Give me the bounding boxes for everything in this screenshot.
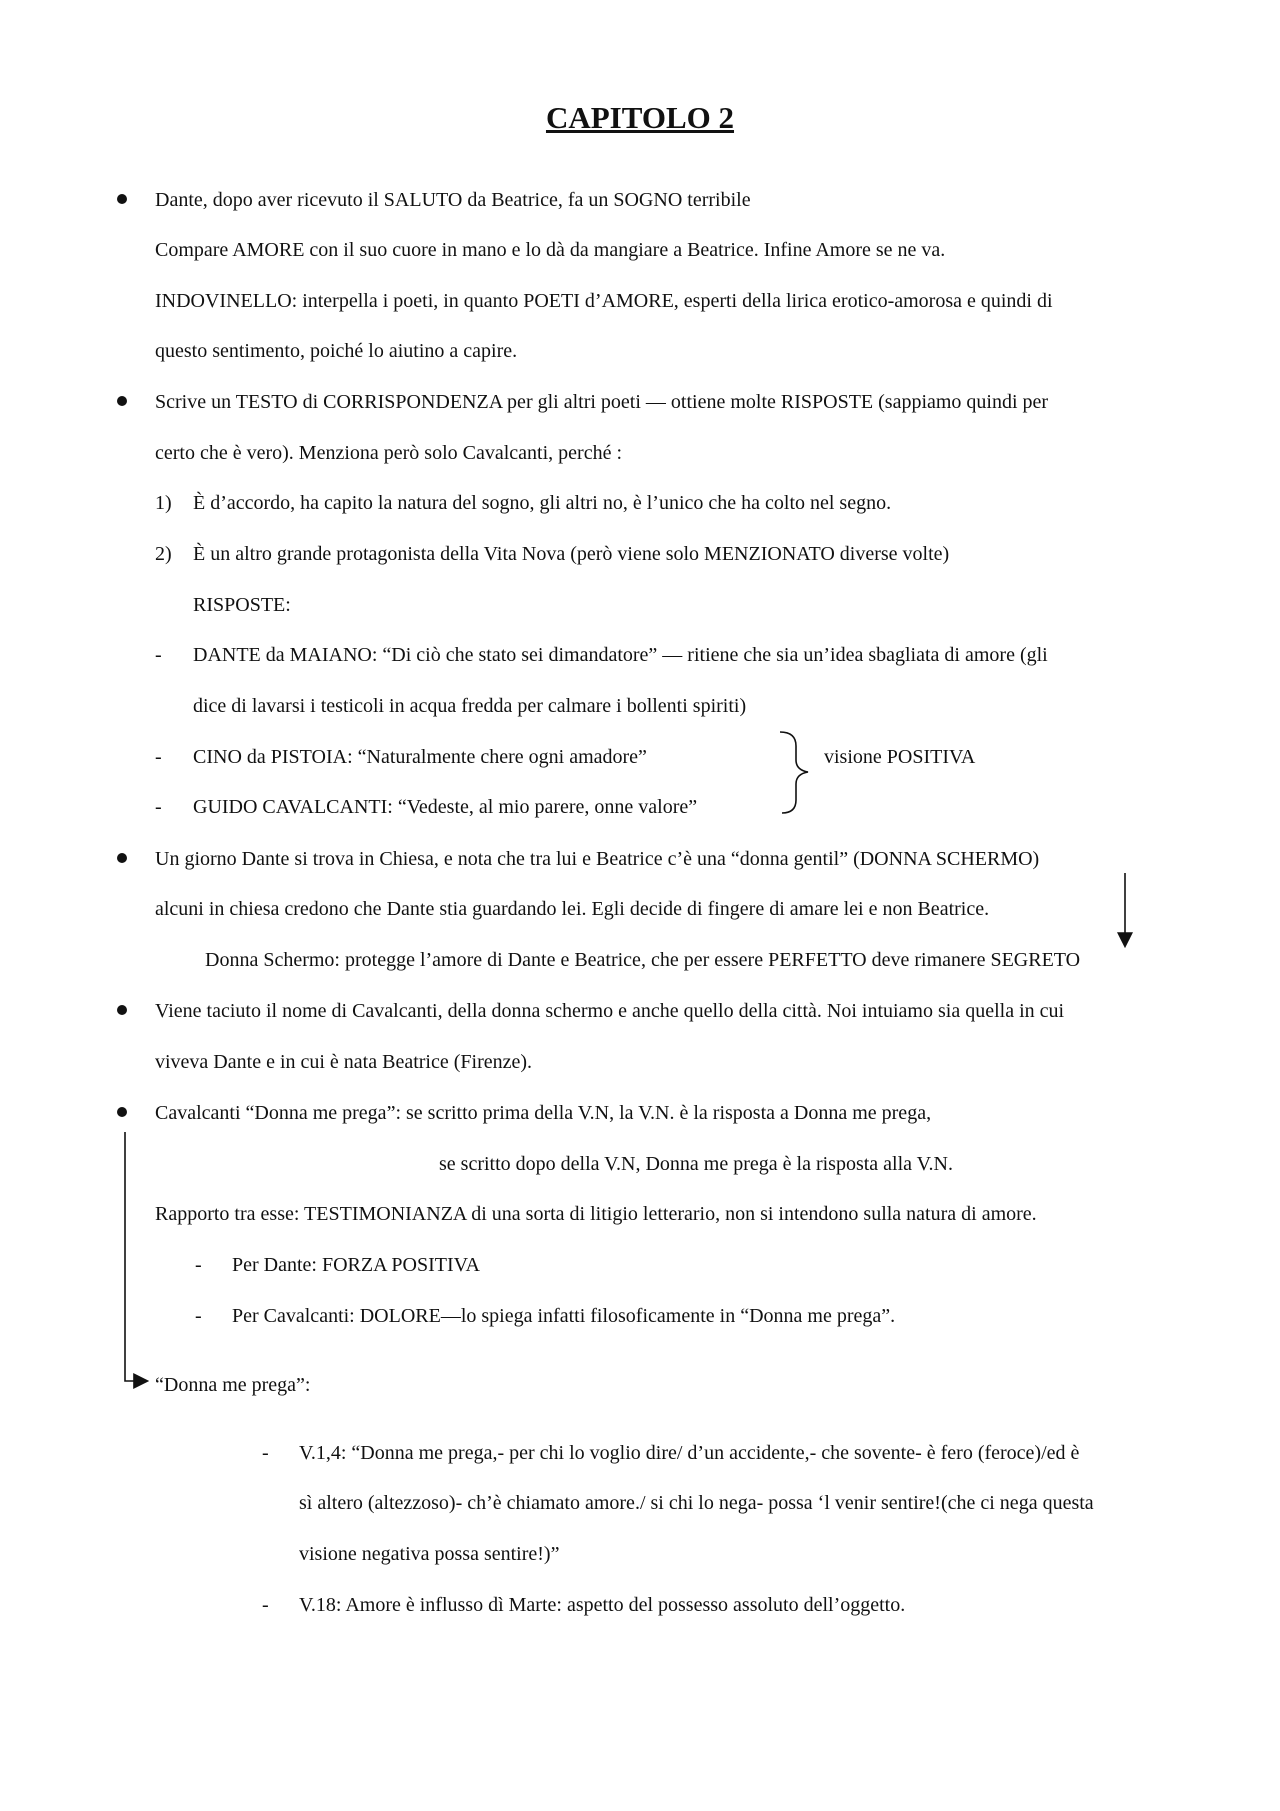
text-line: È d’accordo, ha capito la natura del sogno, gli altri no, è l’unico che ha colto nel segno. <box>193 492 892 514</box>
dash-marker: - <box>155 796 162 818</box>
text-line: Per Cavalcanti: DOLORE—lo spiega infatti filosoficamente in “Donna me prega”. <box>232 1305 896 1327</box>
dash-marker: - <box>195 1305 202 1327</box>
text-line: Rapporto tra esse: TESTIMONIANZA di una sorta di litigio letterario, non si intendono sulla natura di amore. <box>155 1203 1037 1225</box>
text-line: Per Dante: FORZA POSITIVA <box>232 1254 480 1276</box>
text-line: GUIDO CAVALCANTI: “Vedeste, al mio parere, onne valore” <box>193 796 698 818</box>
brace-note: visione POSITIVA <box>824 746 976 768</box>
list-number: 2) <box>155 543 172 565</box>
text-line: È un altro grande protagonista della Vita Nova (però viene solo MENZIONATO diverse volte) <box>193 543 950 565</box>
dash-marker: - <box>262 1594 269 1616</box>
text-line: dice di lavarsi i testicoli in acqua fredda per calmare i bollenti spiriti) <box>193 695 747 717</box>
text-line: CINO da PISTOIA: “Naturalmente chere ogni amadore” <box>193 746 647 768</box>
text-line: Compare AMORE con il suo cuore in mano e lo dà da mangiare a Beatrice. Infine Amore se ne va. <box>155 239 946 261</box>
bent-arrow-icon <box>125 1132 146 1381</box>
text-line: Donna Schermo: protegge l’amore di Dante e Beatrice, che per essere PERFETTO deve rimanere SEGRETO <box>205 949 1081 971</box>
text-line: se scritto dopo della V.N, Donna me prega è la risposta alla V.N. <box>439 1153 953 1175</box>
text-line: visione negativa possa sentire!)” <box>299 1543 560 1565</box>
text-line: Dante, dopo aver ricevuto il SALUTO da Beatrice, fa un SOGNO terribile <box>155 189 751 211</box>
text-line: viveva Dante e in cui è nata Beatrice (Firenze). <box>155 1051 533 1073</box>
text-line: questo sentimento, poiché lo aiutino a capire. <box>155 340 518 362</box>
text-line: certo che è vero). Menziona però solo Cavalcanti, perché : <box>155 442 623 464</box>
text-line: sì altero (altezzoso)- ch’è chiamato amore./ si chi lo nega- possa ‘l venir sentire!(che ci nega questa <box>299 1492 1094 1514</box>
text-line: Un giorno Dante si trova in Chiesa, e nota che tra lui e Beatrice c’è una “donna gentil” (DONNA SCHERMO) <box>155 848 1040 870</box>
dash-marker: - <box>195 1254 202 1276</box>
text-line: alcuni in chiesa credono che Dante stia guardando lei. Egli decide di fingere di amare lei e non Beatrice. <box>155 898 990 920</box>
text-line: V.1,4: “Donna me prega,- per chi lo voglio dire/ d’un accidente,- che sovente- è fero (feroce)/ed è <box>299 1442 1080 1464</box>
dash-marker: - <box>155 746 162 768</box>
page-title: CAPITOLO 2 <box>545 100 735 135</box>
text-line: Scrive un TESTO di CORRISPONDENZA per gli altri poeti — ottiene molte RISPOSTE (sappiamo quindi per <box>155 391 1049 413</box>
text-line: DANTE da MAIANO: “Di ciò che stato sei dimandatore” — ritiene che sia un’idea sbagliata di amore (gli <box>193 644 1048 666</box>
dash-marker: - <box>262 1442 269 1464</box>
text-line: INDOVINELLO: interpella i poeti, in quanto POETI d’AMORE, esperti della lirica erotico-amorosa e quindi di <box>155 290 1053 312</box>
dash-marker: - <box>155 644 162 666</box>
text-line: V.18: Amore è influsso dì Marte: aspetto del possesso assoluto dell’oggetto. <box>299 1594 906 1616</box>
text-line: Viene taciuto il nome di Cavalcanti, della donna schermo e anche quello della città. Noi intuiamo sia quella in cui <box>155 1000 1065 1022</box>
brace-icon <box>780 732 808 813</box>
arrow-label: “Donna me prega”: <box>155 1374 311 1396</box>
text-line: Cavalcanti “Donna me prega”: se scritto prima della V.N, la V.N. è la risposta a Donna me prega, <box>155 1102 932 1124</box>
list-number: 1) <box>155 492 172 514</box>
text-line: RISPOSTE: <box>193 594 291 616</box>
